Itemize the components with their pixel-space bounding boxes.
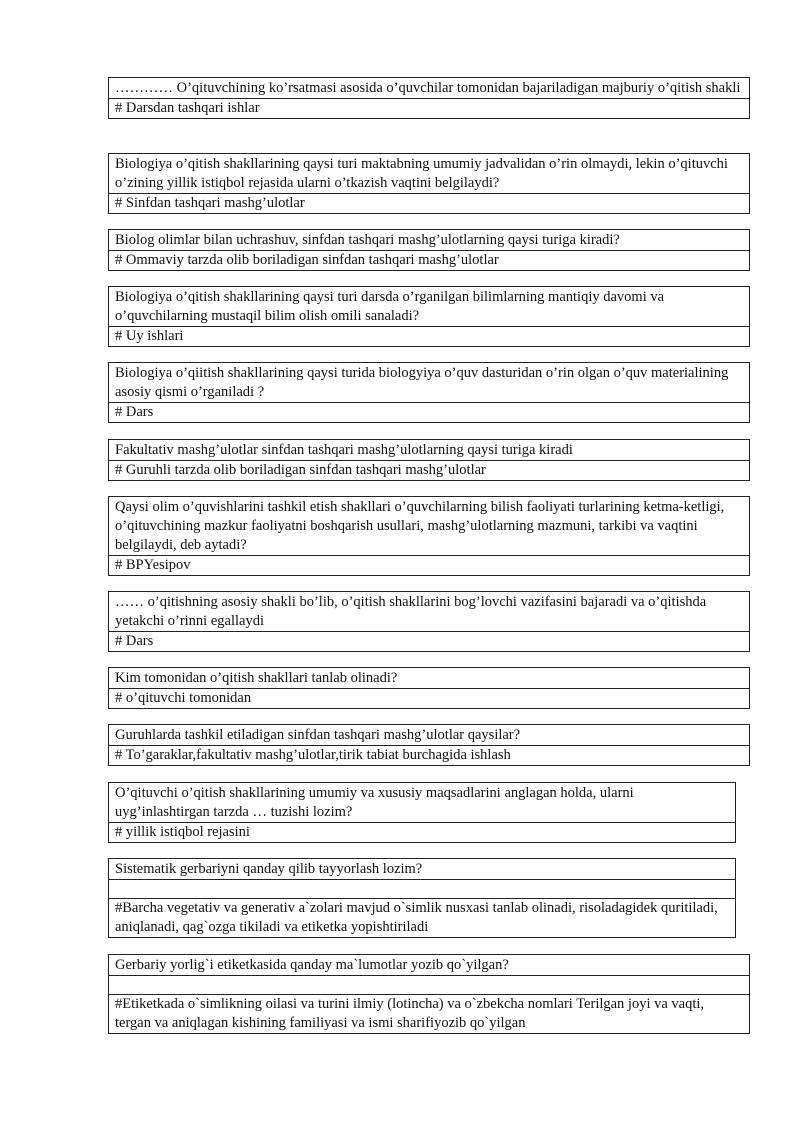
answer-text: # yillik istiqbol rejasini (109, 822, 735, 842)
question-text: Kim tomonidan o’qitish shakllari tanlab olinadi? (115, 670, 398, 686)
answer-text: # Darsdan tashqari ishlar (109, 98, 749, 118)
qa-block-1 (108, 77, 750, 119)
qa-block-9 (108, 667, 750, 709)
answer-text: # Dars (109, 631, 749, 651)
qa-block-10 (108, 724, 750, 766)
question-text: ………… O’qituvchining ko’rsatmasi asosida o’quvchilar tomonidan bajariladigan majburiy o’qitish shakli (115, 80, 741, 96)
qa-block-11 (108, 782, 736, 843)
question-text: Biologiya o’qitish shakllarining qaysi turi maktabning umumiy jadvalidan o’rin olmaydi, lekin o’qituvchi o’zining yillik istiqbol rejasida ularni o’tkazish vaqtini belgilaydi? (115, 156, 728, 191)
empty-row (109, 975, 749, 994)
question-text: Gerbariy yorlig`i etiketkasida qanday ma`lumotlar yozib qo`yilgan? (115, 957, 509, 973)
empty-row (109, 879, 735, 898)
question-text: Guruhlarda tashkil etiladigan sinfdan tashqari mashg’ulotlar qaysilar? (115, 727, 521, 743)
qa-block-6 (108, 439, 750, 481)
qa-block-5 (108, 362, 750, 423)
question-text: Biologiya o’qitish shakllarining qaysi turi darsda o’rganilgan bilimlarning mantiqiy davomi va o’quvchilarning mustaqil bilim olish omili sanaladi? (115, 289, 665, 324)
answer-text: # o’qituvchi tomonidan (109, 688, 749, 708)
answer-text: # BPYesipov (109, 555, 749, 575)
answer-text: # Uy ishlari (109, 326, 749, 346)
question-text: O’qituvchi o’qitish shakllarining umumiy va xususiy maqsadlarini anglagan holda, ularni uyg’inlashtirgan tarzda … tuzishi lozim? (115, 785, 634, 820)
question-text: Qaysi olim o’quvishlarini tashkil etish shakllari o’quvchilarning bilish faoliyati turlarining ketma-ketligi, o’qituvchining mazkur faoliyatni boshqarish usullari, mashg’ulotlarning mazmuni, tarkibi va vaqtini belgilaydi, deb aytadi? (115, 499, 725, 553)
answer-text: # To’garaklar,fakultativ mashg’ulotlar,tirik tabiat burchagida ishlash (109, 745, 749, 765)
answer-text: #Etiketkada o`simlikning oilasi va turini ilmiy (lotincha) va o`zbekcha nomlari Terilgan joyi va vaqti, tergan va aniqlagan kishining familiyasi va ismi sharifiyozib qo`yilgan (109, 994, 749, 1033)
question-text: Fakultativ mashg’ulotlar sinfdan tashqari mashg’ulotlarning qaysi turiga kiradi (115, 442, 573, 458)
qa-block-7 (108, 496, 750, 576)
answer-text: #Barcha vegetativ va generativ a`zolari mavjud o`simlik nusxasi tanlab olinadi, risoladagidek quritiladi, aniqlanadi, qag`ozga tikiladi va etiketka yopishtiriladi (109, 898, 735, 937)
qa-block-4 (108, 286, 750, 347)
qa-block-3 (108, 229, 750, 271)
question-text: Sistematik gerbariyni qanday qilib tayyorlash lozim? (115, 861, 423, 877)
qa-block-13 (108, 954, 750, 1034)
qa-block-2 (108, 153, 750, 214)
question-text: Biologiya o’qiitish shakllarining qaysi turida biologyiya o’quv dasturidan o’rin olgan o’quv materialining asosiy qismi o’rganiladi ? (115, 365, 729, 400)
answer-text: # Sinfdan tashqari mashg’ulotlar (109, 193, 749, 213)
answer-text: # Dars (109, 402, 749, 422)
answer-text: # Ommaviy tarzda olib boriladigan sinfdan tashqari mashg’ulotlar (109, 250, 749, 270)
question-text: Biolog olimlar bilan uchrashuv, sinfdan tashqari mashg’ulotlarning qaysi turiga kiradi? (115, 232, 620, 248)
answer-text: # Guruhli tarzda olib boriladigan sinfdan tashqari mashg’ulotlar (109, 460, 749, 480)
qa-block-12 (108, 858, 736, 938)
qa-block-8 (108, 591, 750, 652)
question-text: …… o’qitishning asosiy shakli bo’lib, o’qitish shakllarini bog’lovchi vazifasini bajaradi va o’qitishda yetakchi o’rinni egallaydi (115, 594, 707, 629)
